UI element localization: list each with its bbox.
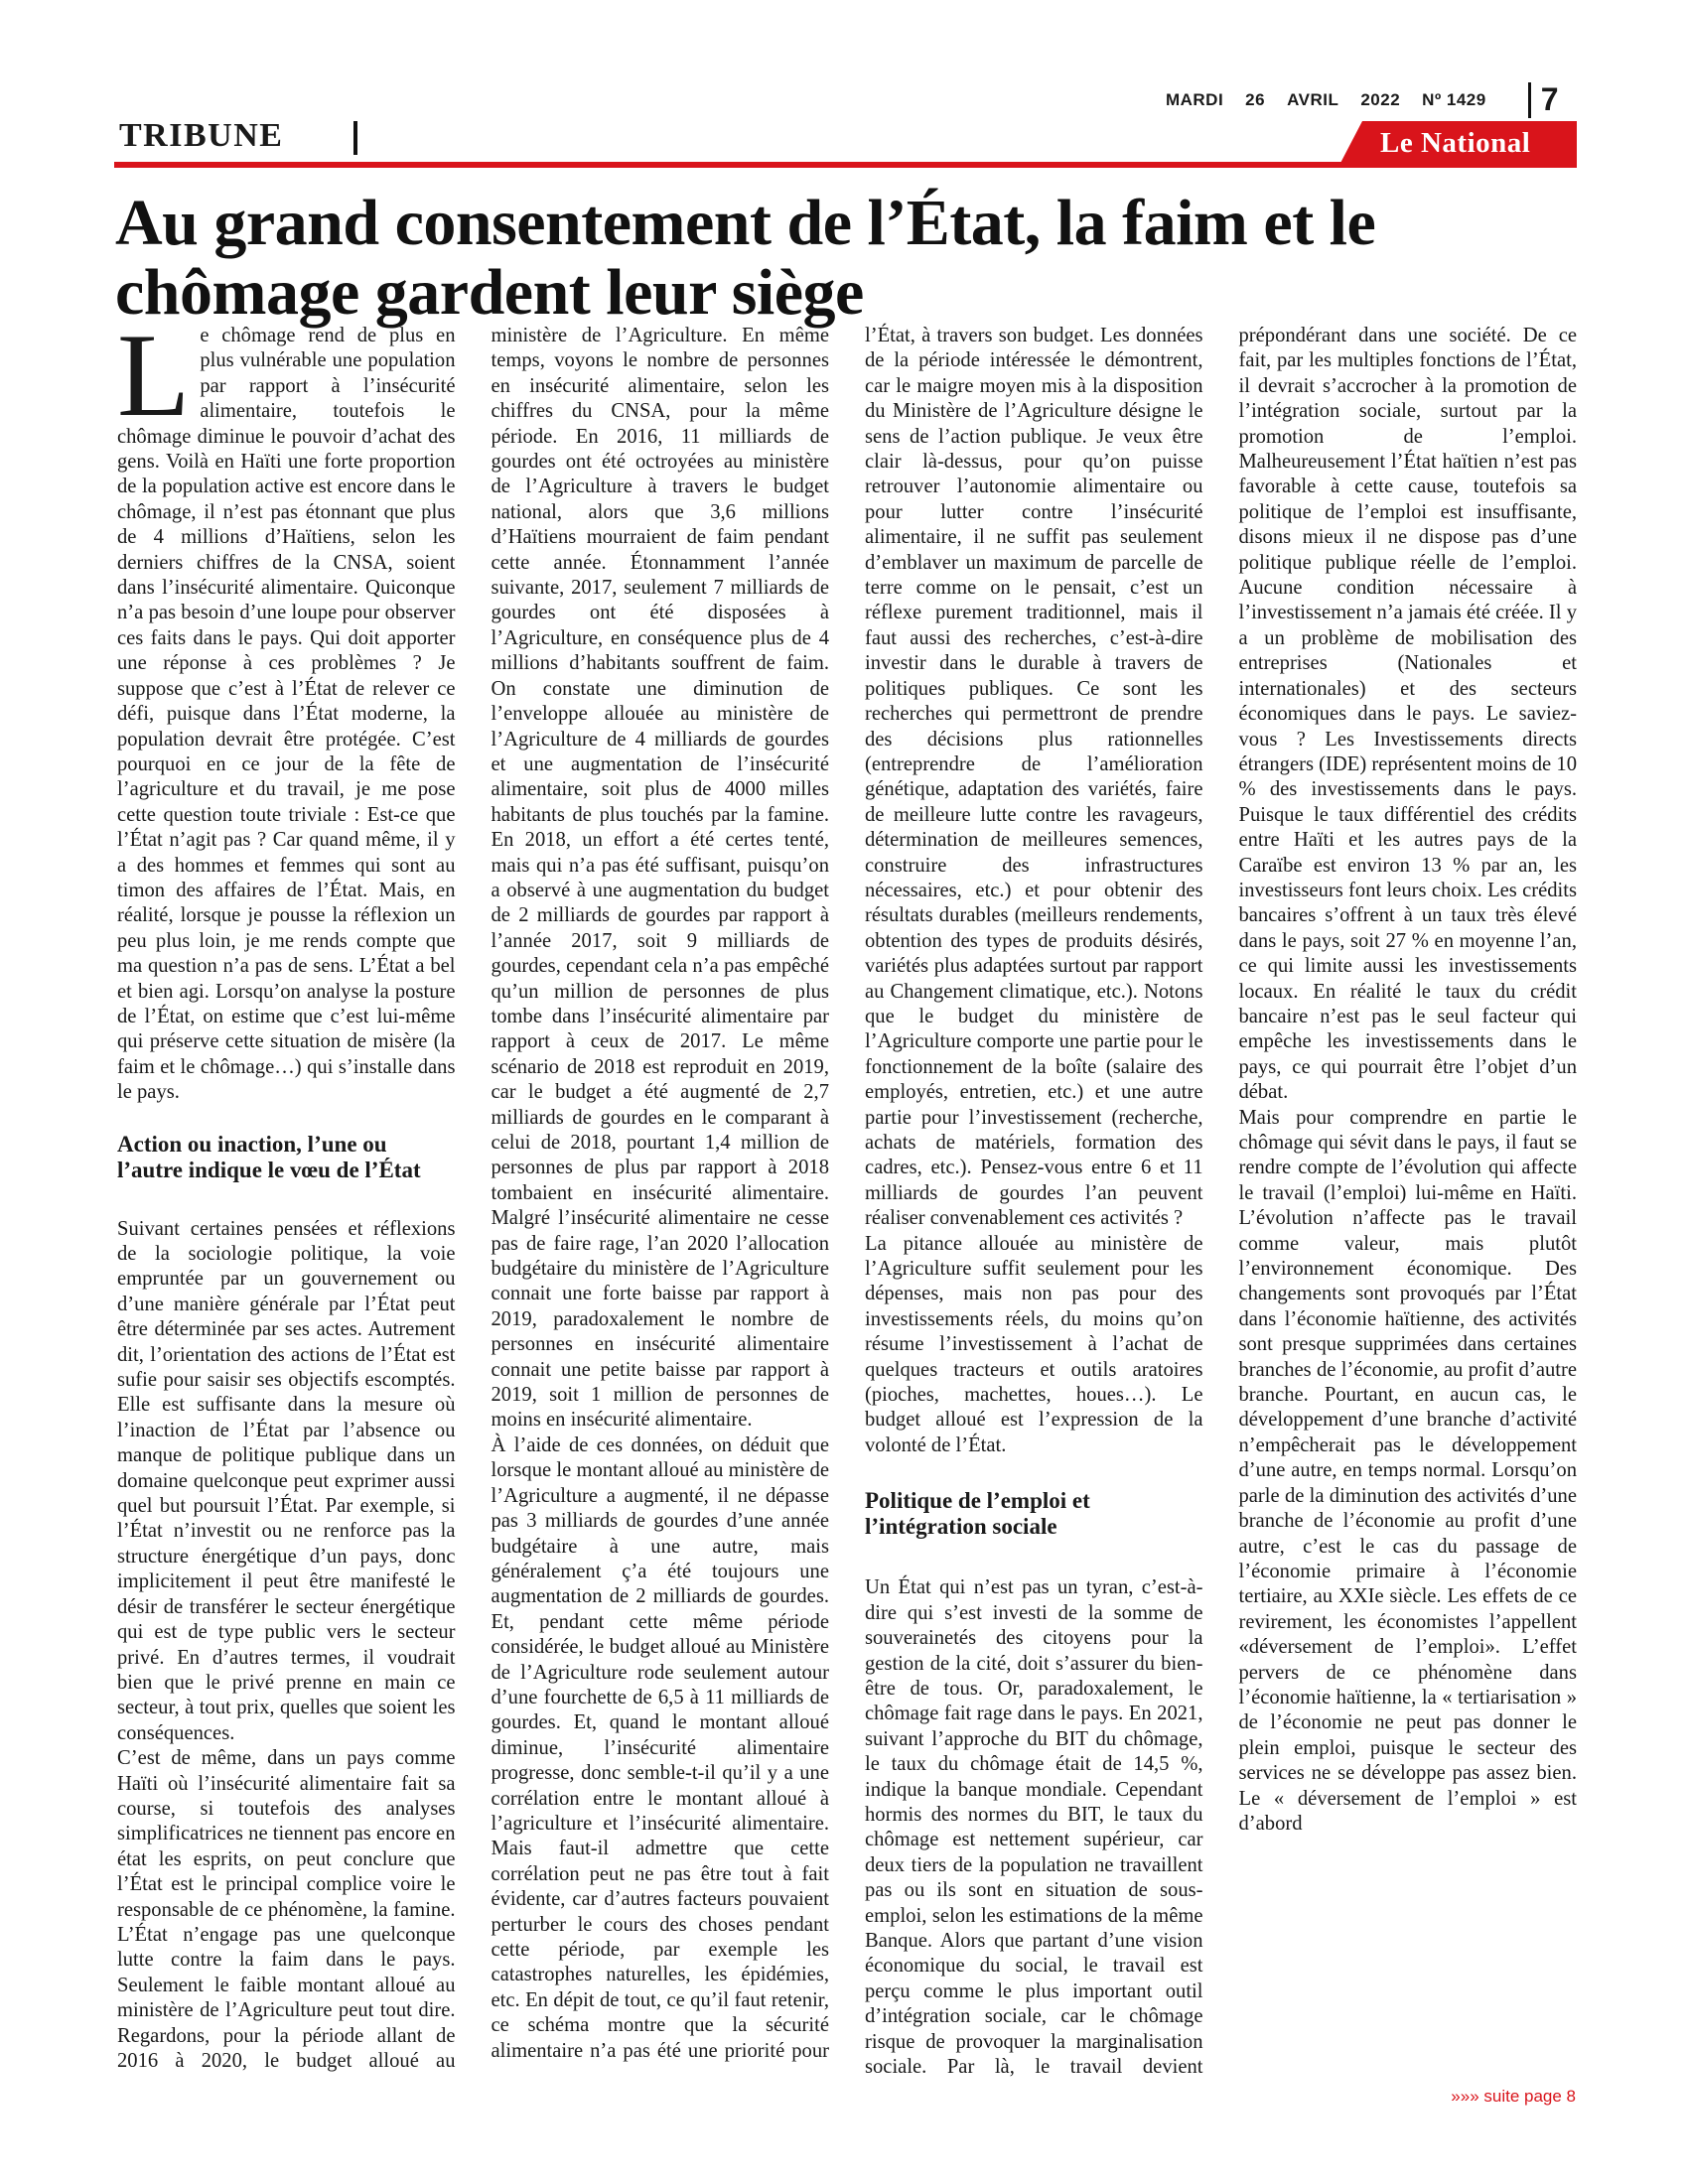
issue-number: Nº 1429 xyxy=(1422,89,1486,109)
paragraph: À l’aide de ces données, on déduit que lorsque le montant alloué au ministère de l’Agriculture a augmenté, il ne dépasse pas 3 milliards de gourdes d’une année budgétaire à une autre, mais généralement ç’a été toujours une augmentation de 2 milliards de gourdes. Et, pendant cette même période considérée, le budget alloué au Ministère de l’Agriculture rode seulement autour d’une fourchette de 6,5 à 11 milliards de gourdes. Et, quand le montant alloué diminue, l’insécurité alimentaire progresse, donc semble-t-il qu’il y a une corrélation entre le montant alloué à l’agriculture et l’insécurité alimentaire. Mais faut-il admettre que cette corrélation peut ne pas être tout à fait évidente, car d’autres facteurs pouvaient perturber le cours des choses pendant cette période, par exemple les catastrophes naturelles, les épidémies, etc. En dépit de tout, ce qu’il faut retenir, ce schéma montre que la sécurité alimentaire n’a pas été une priorité pour l’État, à travers son budget. Les données de la période intéressée le démontrent, car le maigre moyen mis à la disposition du Ministère de l’Agriculture désigne le sens de l’action publique. Je veux être clair là-dessus, pour qu’on puisse retrouver l’autonomie alimentaire ou pour lutter contre l’insécurité alimentaire, il ne suffit pas seulement d’emblaver un maximum de parcelle de terre comme on le pensait, c’est un réflexe purement traditionnel, mais il faut aussi des recherches, c’est-à-dire investir dans le durable à travers de politiques publiques. Ce sont les recherches qui permettront de prendre des décisions plus rationnelles (entreprendre de l’amélioration génétique, adaptation des variétés, faire de meilleure lutte contre les ravageurs, détermination de meilleures semences, construire des infrastructures nécessaires, etc.) et pour obtenir des résultats durables (meilleurs rendements, obtention des types de produits désirés, variétés plus adaptées surtout par rapport au Changement climatique, etc.). Notons que le budget du ministère de l’Agriculture comporte une partie pour le fonctionnement de la boîte (salaire des employés, entretien, etc.) et une autre partie pour l’investissement (recherche, achats de matériels, formation des cadres, etc.). Pensez-vous entre 6 et 11 milliards de gourdes l’an peuvent réaliser convenablement ces activités ? xyxy=(491,325,1203,2062)
header-rule xyxy=(114,162,1577,168)
issue-year: 2022 xyxy=(1360,89,1401,109)
issue-date-number: 26 xyxy=(1245,89,1266,109)
subhead-politique-emploi: Politique de l’emploi et l’intégration sociale xyxy=(865,1488,1090,1540)
dateline-divider xyxy=(1528,82,1531,118)
intro-paragraph xyxy=(117,309,456,1106)
issue-day: MARDI xyxy=(1165,89,1224,109)
paragraph: Un État qui n’est pas un tyran, c’est-à-dire qui s’est investi de la somme de souverainetés des citoyens pour la gestion de la cité, doit s’assurer du bien-être de tous. Or, paradoxalement, le chômage fait rage dans le pays. En 2021, suivant l’approche du BIT du chômage, le taux du chômage était de 14,5 %, indique la banque mondiale. Cependant hormis des normes du BIT, le taux du chômage est nettement supérieur, car deux tiers de la population ne travaillent pas ou ils sont en situation de sous-emploi, selon les estimations de la même Banque. Alors que partant d’une vision économique du social, le travail est perçu comme le plus important outil d’intégration sociale, car le chômage risque de provoquer la marginalisation sociale. Par là, le travail devient prépondérant dans une société. De ce fait, par les multiples fonctions de l’État, il devrait s’accrocher à la promotion de l’intégration sociale, surtout par la promotion de l’emploi. Malheureusement l’État haïtien n’est pas favorable à cette cause, toutefois sa politique de l’emploi est insuffisante, disons mieux il ne dispose pas d’une politique publique réelle de l’emploi. Aucune condition nécessaire à l’investissement n’a jamais été créée. Il y a un problème de mobilisation des entreprises (Nationales et internationales) et des secteurs économiques dans le pays. Le saviez-vous ? Les Investissements directs étrangers (IDE) représentent moins de 10 % des investissements dans le pays. Puisque le taux différentiel des crédits entre Haïti et les autres pays de la Caraïbe est environ 13 % par an, les investisseurs font leurs choix. Les crédits bancaires s’offrent à un taux très élevé dans le pays, soit 27 % en moyenne l’an, ce qui limite aussi les investissements locaux. En réalité le taux du crédit bancaire n’est pas le seul facteur qui empêche les investissements dans le pays, ce qui pourrait être l’objet d’un débat. xyxy=(865,325,1577,2078)
brand-name: Le National xyxy=(1380,127,1531,159)
paragraph: C’est de même, dans un pays comme Haïti où l’insécurité alimentaire fait sa course, si toutefois des analyses simplificatrices ne tiennent pas encore en état les esprits, on peut conclure que l’État est le principal complice voire le responsable de ce phénomène, la famine. L’État n’engage pas une quelconque lutte contre la faim dans le pays. Seulement le faible montant alloué au ministère de l’Agriculture peut tout dire. Regardons, pour la période allant de 2016 à 2020, le budget alloué au ministère de l’Agriculture. En même temps, voyons le nombre de personnes en insécurité alimentaire, selon les chiffres du CNSA, pour la même période. En 2016, 11 milliards de gourdes ont été octroyées au ministère de l’Agriculture à travers le budget national, alors que 3,6 millions d’Haïtiens mourraient de faim pendant cette année. Étonnamment l’année suivante, 2017, seulement 7 milliards de gourdes ont été disposées à l’Agriculture, en conséquence plus de 4 millions d’habitants souffrent de faim. On constate une diminution de l’enveloppe allouée au ministère de l’Agriculture de 4 milliards de gourdes et une augmentation de l’insécurité alimentaire, soit plus de 4000 milles habitants de plus touchés par la famine. En 2018, un effort a été certes tenté, mais qui n’a pas été suffisant, puisqu’on a observé à une augmentation du budget de 2 milliards de gourdes par rapport à l’année 2017, soit 9 milliards de gourdes, cependant cela n’a pas empêché qu’un million de personnes de plus tombe dans l’insécurité alimentaire par rapport à ceux de 2017. Le même scénario de 2018 est reproduit en 2019, car le budget a été augmenté de 2,7 milliards de gourdes en le comparant à celui de 2018, pourtant 1,4 million de personnes de plus par rapport à 2018 tombaient en insécurité alimentaire. Malgré l’insécurité alimentaire ne cesse pas de faire rage, l’an 2020 l’allocation budgétaire du ministère de l’Agriculture connait une forte baisse par rapport à 2019, paradoxalement le nombre de personnes en insécurité alimentaire connait une petite baisse par rapport à 2019, soit 1 million de personnes de moins en insécurité alimentaire. xyxy=(117,325,829,2072)
intro-text: e chômage rend de plus en plus vulnérable une population par rapport à l’insécurité alimentaire, toutefois le chômage diminue le pouvoir d’achat des gens. Voilà en Haïti une forte proportion de la population active est encore dans le chômage, il n’est pas étonnant que plus de 4 millions d’Haïtiens, selon les derniers chiffres de la CNSA, soient dans l’insécurité alimentaire. Quiconque n’a pas besoin d’une loupe pour observer ces faits dans le pays. Qui doit apporter une réponse à ces problèmes ? Je suppose que c’est à l’État de relever ce défi, puisque dans l’État moderne, la population devrait être protégée. C’est pourquoi en ce jour de la fête de l’agriculture et du travail, je me pose cette question toute triviale : Est-ce que l’État n’agit pas ? Car quand même, il y a des hommes et femmes qui sont au timon des affaires de l’État. Mais, en réalité, lorsque je pousse la réflexion un peu plus loin, je me rends compte que ma question n’a pas de sens. L’État a bel et bien agi. Lorsqu’on analyse la posture de l’État, on estime que c’est lui-même qui préserve cette situation de misère (la faim et le chômage…) qui s’installe dans le pays. xyxy=(117,325,456,1104)
article-body xyxy=(117,309,1577,2086)
article-headline: Au grand consentement de l’État, la faim et le chômage gardent leur siège xyxy=(115,187,1376,329)
page-number: 7 xyxy=(1540,81,1559,117)
paragraph: La pitance allouée au ministère de l’Agriculture suffit seulement pour les dépenses, mais non pas pour des investissements réels, du moins qu’on résume l’investissement à l’achat de quelques tracteurs et outils aratoires (pioches, machettes, houes…). Le budget alloué est l’expression de la volonté de l’État. xyxy=(865,1232,1203,1456)
drop-cap: L xyxy=(117,309,191,441)
continuation-link[interactable]: »»» suite page 8 xyxy=(1451,2087,1576,2106)
paragraph: Mais pour comprendre en partie le chômage qui sévit dans le pays, il faut se rendre compte de l’évolution qui affecte le travail (l’emploi) lui-même en Haïti. L’évolution n’affecte pas le travail comme valeur, mais plutôt l’environnement économique. Des changements sont provoqués par l’État dans l’économie haïtienne, des activités sont presque supprimées dans certaines branches de l’économie, au profit d’autre branche. Pourtant, en aucun cas, le développement d’une branche d’activité n’empêcherait pas le développement d’une autre, en temps normal. Lorsqu’on parle de la diminution des activités d’une branche de l’économie au profit d’une autre, c’est le cas du passage de l’économie primaire à l’économie tertiaire, au XXIe siècle. Les effets de ce revirement, les économistes l’appellent «déversement de l’emploi». L’effet pervers de ce phénomène dans l’économie haïtienne, la « tertiarisation » de l’économie ne peut pas donner le plein emploi, puisque le secteur des services ne se développe pas assez bien. Le « déversement de l’emploi » est d’abord xyxy=(1238,1106,1577,1835)
paragraph: Suivant certaines pensées et réflexions de la sociologie politique, la voie empruntée par un gouvernement ou d’une manière générale par l’État peut être déterminée par ses actes. Autrement dit, l’orientation des actions de l’État est sufie pour saisir ses objectifs escomptés. Elle est suffisante dans la mesure où l’inaction de l’État par l’absence ou manque de politique publique dans un domaine quelconque peut exprimer aussi quel but poursuit l’État. Par exemple, si l’État n’investit ou ne renforce pas la structure énergétique d’un pays, donc implicitement il peut être manifesté le désir de transférer le secteur énergétique qui est de type public vers le secteur privé. En d’autres termes, il voudrait bien que le privé prenne en main ce secteur, à tout prix, quelles que soient les conséquences. xyxy=(117,1217,456,1744)
issue-month: AVRIL xyxy=(1287,89,1339,109)
section-label: TRIBUNE xyxy=(119,117,284,154)
subhead-action-inaction: Action ou inaction, l’une ou l’autre indique le vœu de l’État xyxy=(117,1131,421,1182)
section-divider xyxy=(353,121,357,155)
dateline xyxy=(1166,81,1559,118)
